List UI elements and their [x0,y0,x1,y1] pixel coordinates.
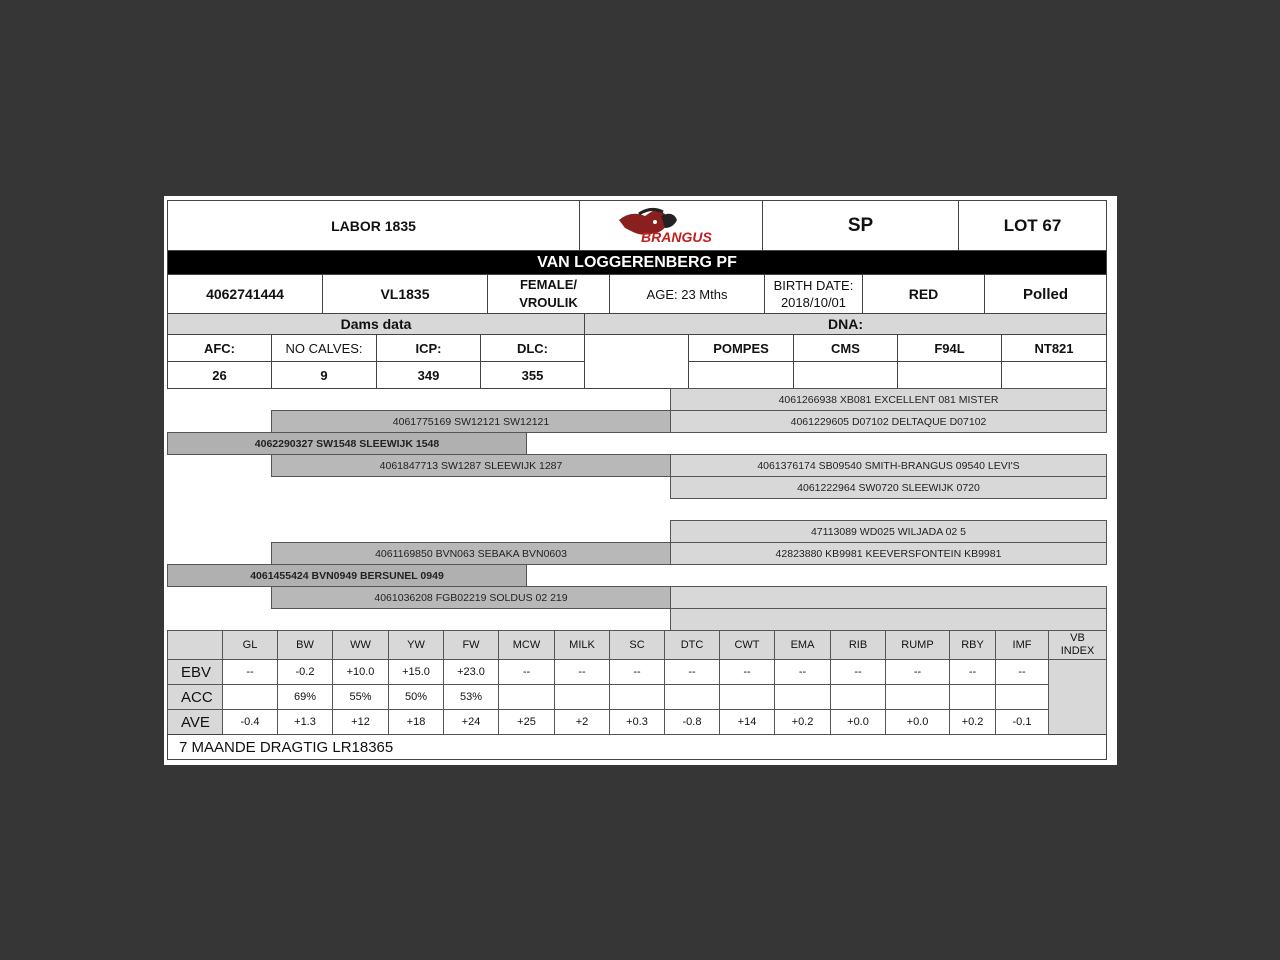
ebv-ave-fw: +24 [443,709,499,735]
ebv-ebv-gl: -- [222,659,278,685]
ebv-acc-gl [222,684,278,710]
ebv-ave-cwt: +14 [719,709,775,735]
ebv-acc-imf [995,684,1049,710]
dna-value-nt821 [1001,361,1107,389]
dams-value-afc: 26 [167,361,272,389]
ebv-corner [167,630,223,660]
ebv-ave-rby: +0.2 [949,709,996,735]
dna-header-cms: CMS [793,334,898,362]
ebv-ave-bw: +1.3 [277,709,333,735]
ebv-ebv-ww: +10.0 [332,659,389,685]
ebv-ave-milk: +2 [554,709,610,735]
pedigree-ds-dam: 42823880 KB9981 KEEVERSFONTEIN KB9981 [670,542,1107,565]
ebv-header-ema: EMA [774,630,831,660]
dna-header-f94l: F94L [897,334,1002,362]
ebv-header-rby: RBY [949,630,996,660]
pedigree-sd-dam: 4061222964 SW0720 SLEEWIJK 0720 [670,476,1107,499]
dna-header-pompes: POMPES [688,334,794,362]
ebv-header-rib: RIB [830,630,886,660]
breeder-name: VAN LOGGERENBERG PF [167,250,1107,275]
dams-header-dlc: DLC: [480,334,585,362]
lot-number: LOT 67 [958,200,1107,251]
ebv-header-milk: MILK [554,630,610,660]
dams-header-icp: ICP: [376,334,481,362]
ebv-acc-ema [774,684,831,710]
ebv-header-fw: FW [443,630,499,660]
brangus-logo [579,200,763,251]
ebv-ebv-rib: -- [830,659,886,685]
birth-date [764,274,863,314]
ebv-acc-fw: 53% [443,684,499,710]
ebv-ebv-imf: -- [995,659,1049,685]
pedigree-dd-sire [670,586,1107,609]
pedigree-dam-dam: 4061036208 FGB02219 SOLDUS 02 219 [271,586,671,609]
ebv-ave-yw: +18 [388,709,444,735]
ebv-ave-rump: +0.0 [885,709,950,735]
ebv-acc-milk [554,684,610,710]
ebv-ebv-dtc: -- [664,659,720,685]
pedigree-ss-sire: 4061266938 XB081 EXCELLENT 081 MISTER [670,388,1107,411]
birth-date-label: BIRTH DATE: [773,278,854,293]
ebv-ebv-rby: -- [949,659,996,685]
ebv-ave-dtc: -0.8 [664,709,720,735]
birth-date-value: 2018/10/01 [780,295,847,310]
lot-card [164,196,1117,765]
pedigree-sire-sire: 4061775169 SW12121 SW12121 [271,410,671,433]
dna-value-pompes [688,361,794,389]
ebv-header-imf: IMF [995,630,1049,660]
ebv-header-gl: GL [222,630,278,660]
ebv-ebv-sc: -- [609,659,665,685]
ebv-acc-ww: 55% [332,684,389,710]
dna-spacer [584,334,689,389]
age: AGE: 23 Mths [609,274,765,314]
ebv-ave-gl: -0.4 [222,709,278,735]
ebv-acc-mcw [498,684,555,710]
pedigree-ds-sire: 47113089 WD025 WILJADA 02 5 [670,520,1107,543]
sex: FEMALE/ VROULIK [487,274,610,314]
ebv-header-yw: YW [388,630,444,660]
ebv-header-cwt: CWT [719,630,775,660]
ebv-ebv-rump: -- [885,659,950,685]
registration-number: 4062741444 [167,274,323,314]
ebv-row-label-ave: AVE [167,709,223,735]
pedigree-sire-dam: 4061847713 SW1287 SLEEWIJK 1287 [271,454,671,477]
logo-text: BRANGUS [641,228,712,245]
ebv-ave-ww: +12 [332,709,389,735]
color: RED [862,274,985,314]
ebv-header-dtc: DTC [664,630,720,660]
dams-value-dlc: 355 [480,361,585,389]
ebv-ebv-bw: -0.2 [277,659,333,685]
ebv-header-sc: SC [609,630,665,660]
ebv-ebv-milk: -- [554,659,610,685]
ebv-ave-imf: -0.1 [995,709,1049,735]
ebv-vb-index-value [1048,659,1107,735]
pedigree-dd-dam [670,608,1107,631]
ebv-ebv-cwt: -- [719,659,775,685]
ebv-acc-dtc [664,684,720,710]
pedigree-sd-sire: 4061376174 SB09540 SMITH-BRANGUS 09540 LEVI'S [670,454,1107,477]
ebv-ebv-mcw: -- [498,659,555,685]
ebv-acc-rib [830,684,886,710]
ebv-header-rump: RUMP [885,630,950,660]
ebv-acc-rby [949,684,996,710]
ebv-vb-index-header: VB INDEX [1048,630,1107,660]
ebv-acc-bw: 69% [277,684,333,710]
ebv-header-ww: WW [332,630,389,660]
ebv-header-mcw: MCW [498,630,555,660]
ebv-ave-mcw: +25 [498,709,555,735]
ebv-acc-yw: 50% [388,684,444,710]
pedigree-ss-dam: 4061229605 D07102 DELTAQUE D07102 [670,410,1107,433]
pedigree-sire: 4062290327 SW1548 SLEEWIJK 1548 [167,432,527,455]
dams-header-calves: NO CALVES: [271,334,377,362]
ebv-acc-cwt [719,684,775,710]
dna-value-cms [793,361,898,389]
pedigree-dam-sire: 4061169850 BVN063 SEBAKA BVN0603 [271,542,671,565]
dams-value-calves: 9 [271,361,377,389]
horn-status: Polled [984,274,1107,314]
ebv-ave-ema: +0.2 [774,709,831,735]
comment: 7 MAANDE DRAGTIG LR18365 [167,734,1107,760]
ebv-header-bw: BW [277,630,333,660]
dams-title: Dams data [167,313,585,335]
ebv-ebv-yw: +15.0 [388,659,444,685]
dams-value-icp: 349 [376,361,481,389]
ebv-acc-rump [885,684,950,710]
ebv-ave-rib: +0.0 [830,709,886,735]
pedigree-dam: 4061455424 BVN0949 BERSUNEL 0949 [167,564,527,587]
ebv-row-label-acc: ACC [167,684,223,710]
animal-name: LABOR 1835 [167,200,580,251]
ebv-ebv-ema: -- [774,659,831,685]
dams-header-afc: AFC: [167,334,272,362]
dna-header-nt821: NT821 [1001,334,1107,362]
ebv-ebv-fw: +23.0 [443,659,499,685]
grade-badge: SP [762,200,959,251]
ebv-row-label-ebv: EBV [167,659,223,685]
dna-value-f94l [897,361,1002,389]
bull-head-icon [611,206,731,246]
ebv-ave-sc: +0.3 [609,709,665,735]
dna-title: DNA: [584,313,1107,335]
ebv-acc-sc [609,684,665,710]
animal-id: VL1835 [322,274,488,314]
